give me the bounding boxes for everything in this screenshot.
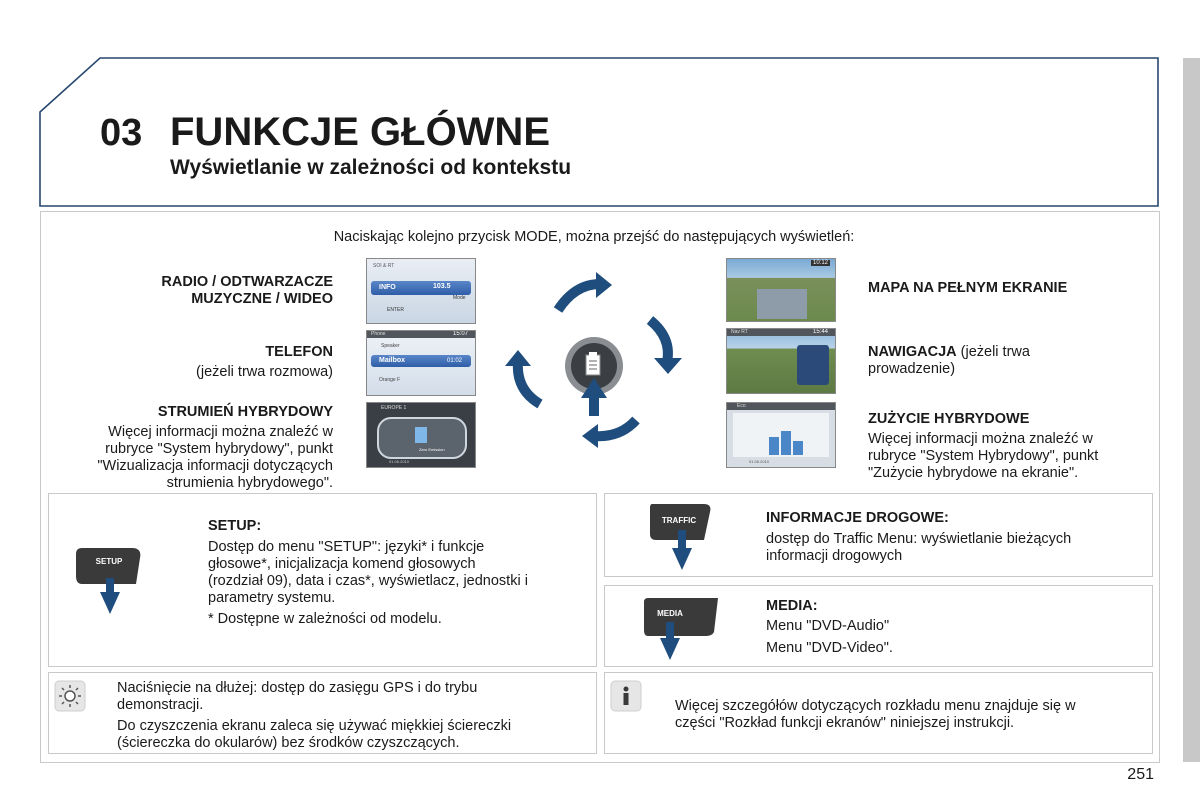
- consumption-desc: [868, 431, 1098, 482]
- cons-screen-top: Eco: [737, 403, 746, 409]
- phone-screen-time: 15:07: [453, 331, 469, 337]
- traffic-key-icon: [646, 500, 718, 572]
- flow-title: STRUMIEŃ HYBRYDOWY: [157, 404, 333, 420]
- traffic-desc-line-2: informacji drogowych: [766, 548, 903, 564]
- arrow-left-icon: [505, 350, 540, 404]
- flow-desc-line-1: Więcej informacji można znaleźć w: [108, 424, 333, 440]
- tip-line-3: Do czyszczenia ekranu zaleca się używać miękkiej ściereczki: [117, 718, 512, 734]
- setup-key-label: SETUP: [95, 557, 123, 566]
- cons-desc-line-1: Więcej informacji można znaleźć w: [868, 431, 1093, 447]
- media-desc-line-1: Menu "DVD-Audio": [766, 618, 890, 634]
- chapter-number: 03: [100, 112, 143, 154]
- map-screen-road: [757, 289, 807, 319]
- nav-desc-2: prowadzenie): [868, 361, 956, 377]
- info-icon: [610, 680, 642, 712]
- cons-screen-bar-1: [769, 437, 779, 455]
- traffic-key-label: TRAFFIC: [661, 516, 697, 525]
- hybrid-consumption-screen: [726, 402, 836, 468]
- setup-key-icon: [72, 544, 144, 616]
- map-title: MAPA NA PEŁNYM EKRANIE: [868, 280, 1068, 296]
- setup-desc-line-2: głosowe*, inicjalizacja komend głosowych: [208, 556, 476, 572]
- chapter-subtitle: Wyświetlanie w zależności od kontekstu: [170, 156, 572, 179]
- flow-screen-label: Zero Emission: [419, 447, 445, 452]
- media-key-icon: [640, 592, 724, 664]
- arrow-bottom-icon: [582, 420, 636, 448]
- flow-screen-battery: [415, 427, 427, 443]
- map-screen-time: 10:12: [813, 260, 829, 266]
- flow-desc-line-2: rubryce "System hybrydowy", punkt: [105, 441, 333, 457]
- flow-screen-top: EUROPE 1: [381, 405, 407, 411]
- tip-line-1: Naciśnięcie na dłużej: dostęp do zasięgu GPS i do trybu: [117, 680, 478, 696]
- setup-desc-line-1: Dostęp do menu "SETUP": języki* i funkcje: [208, 539, 485, 555]
- radio-screen-top: SOI & RT: [373, 263, 395, 269]
- nav-item: [868, 344, 1030, 378]
- radio-screen-enter: ENTER: [387, 307, 404, 313]
- flow-desc: [97, 424, 333, 492]
- phone-screen-top: Phone: [371, 331, 386, 337]
- setup-note: * Dostępne w zależności od modelu.: [208, 611, 442, 627]
- navigation-screen: [726, 328, 836, 394]
- arrow-right-icon: [650, 320, 682, 374]
- flow-desc-line-4: strumienia hybrydowego".: [166, 475, 333, 491]
- cons-screen-bar-2: [781, 431, 791, 455]
- phone-screen-line-2: Mailbox: [379, 357, 406, 364]
- hybrid-flow-screen: [366, 402, 476, 468]
- info-text: [675, 698, 1076, 732]
- cons-desc-line-3: "Zużycie hybrydowe na ekranie".: [868, 465, 1079, 481]
- arrow-top-icon: [558, 272, 612, 310]
- nav-screen-time: 15:44: [813, 329, 829, 335]
- nav-title: NAWIGACJA: [868, 344, 957, 360]
- setup-desc: [208, 539, 528, 607]
- flow-desc-line-3: "Wizualizacja informacji dotyczących: [97, 458, 333, 474]
- radio-title-line-1: RADIO / ODTWARZACZE: [161, 274, 333, 290]
- setup-desc-line-4: parametry systemu.: [208, 590, 336, 606]
- side-tab: [1183, 58, 1200, 762]
- radio-title: [161, 274, 333, 308]
- consumption-title: ZUŻYCIE HYBRYDOWE: [868, 411, 1030, 427]
- mode-cycle-diagram: [490, 262, 700, 462]
- radio-screen-freq: 103.5: [433, 283, 451, 290]
- nav-line-1: [868, 344, 1030, 361]
- phone-screen-line-2-value: 01:02: [447, 358, 463, 364]
- cons-screen-bar-3: [793, 441, 803, 455]
- nav-screen-panel: [797, 345, 829, 385]
- intro-text: Naciskając kolejno przycisk MODE, można przejść do następujących wyświetleń:: [333, 229, 855, 245]
- flow-screen-date: 01.06.2010: [389, 459, 410, 464]
- tip-line-2: demonstracji.: [117, 697, 204, 713]
- radio-screen-info: INFO: [379, 284, 396, 291]
- fullscreen-map-screen: [726, 258, 836, 322]
- setup-desc-line-3: (rozdział 09), data i czas*, wyświetlacz, jednostki i: [208, 573, 528, 589]
- media-key-label: MEDIA: [657, 609, 683, 618]
- traffic-title: INFORMACJE DROGOWE:: [766, 510, 949, 526]
- nav-desc-1: (jeżeli trwa: [960, 344, 1030, 360]
- nav-screen-top: Nav RT: [731, 329, 748, 335]
- tip-text: [117, 680, 511, 752]
- phone-desc: (jeżeli trwa rozmowa): [196, 364, 333, 380]
- setup-title: SETUP:: [208, 518, 262, 534]
- page-number: 251: [1127, 766, 1154, 783]
- radio-screen-mode: Mode: [453, 295, 466, 301]
- brightness-icon: [54, 680, 86, 712]
- media-desc-line-2: Menu "DVD-Video".: [766, 640, 893, 656]
- cons-screen-date: 01.06.2010: [749, 459, 770, 464]
- traffic-desc: [766, 531, 1071, 565]
- phone-screen-line-3: Orange F: [379, 377, 401, 383]
- phone-screen-line-1: Speaker: [381, 343, 400, 349]
- radio-title-line-2: MUZYCZNE / WIDEO: [191, 291, 333, 307]
- media-title: MEDIA:: [766, 598, 818, 614]
- radio-screen: [366, 258, 476, 324]
- info-line-1: Więcej szczegółów dotyczących rozkładu menu znajduje się w: [675, 698, 1076, 714]
- cons-desc-line-2: rubryce "System Hybrydowy", punkt: [868, 448, 1099, 464]
- tip-line-4: (ściereczka do okularów) bez środków czyszczących.: [117, 735, 460, 751]
- chapter-title: FUNKCJE GŁÓWNE: [170, 110, 550, 154]
- info-line-2: części "Rozkład funkcji ekranów" niniejszej instrukcji.: [675, 715, 1015, 731]
- traffic-desc-line-1: dostęp do Traffic Menu: wyświetlanie bieżących: [766, 531, 1072, 547]
- phone-title: TELEFON: [265, 344, 333, 360]
- phone-screen: [366, 330, 476, 396]
